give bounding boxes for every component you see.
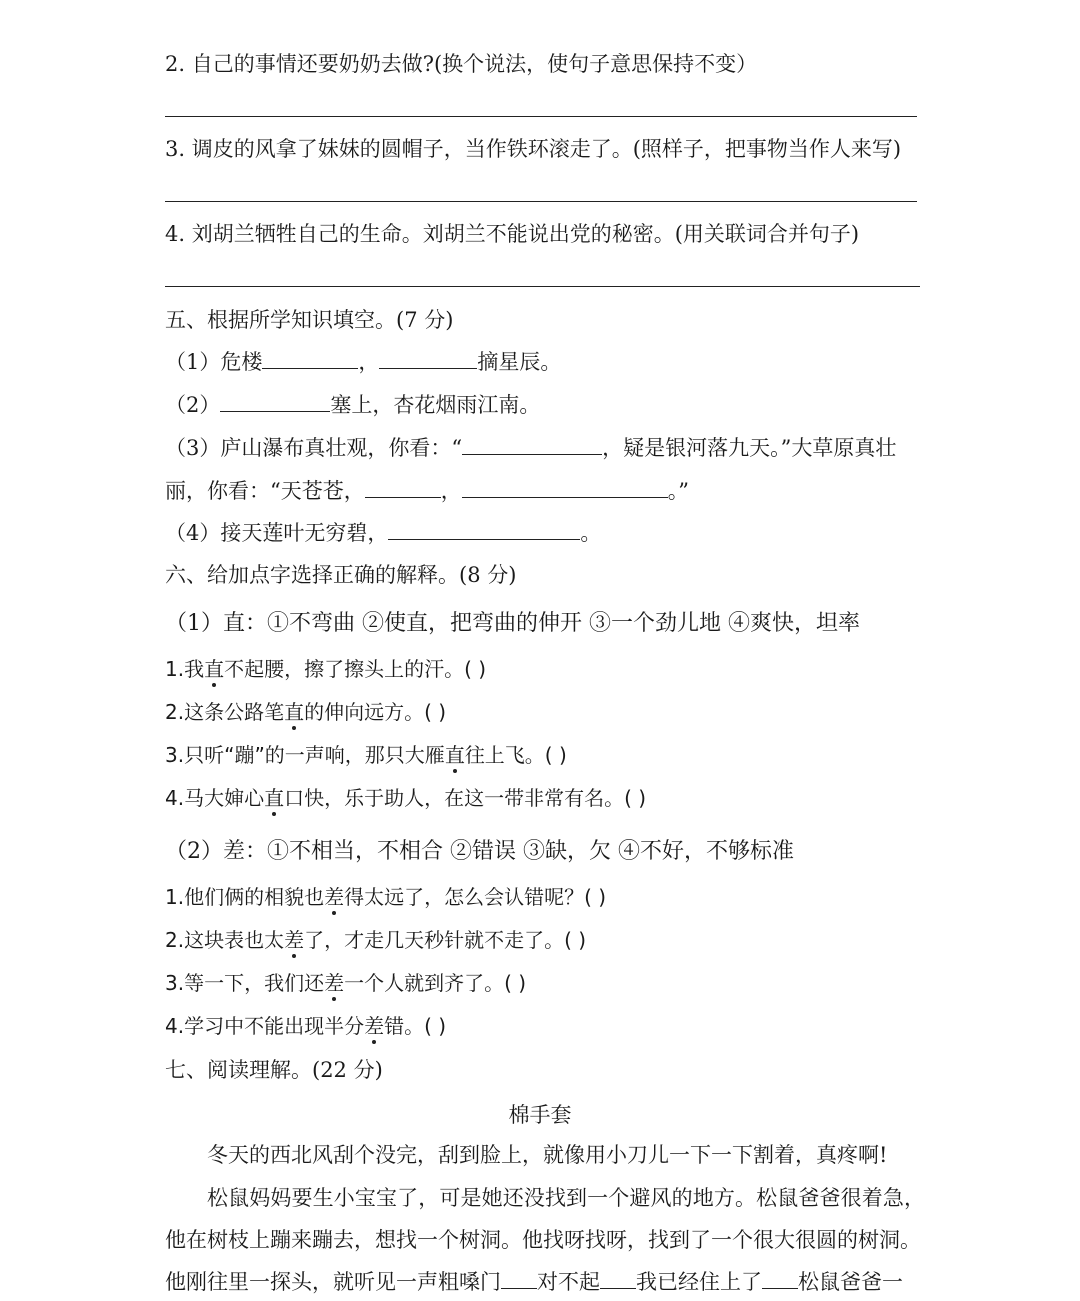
fill-item-2-text-a: （2） <box>165 393 221 417</box>
blank-1b[interactable] <box>379 348 477 369</box>
blank-quote-2[interactable] <box>600 1268 636 1289</box>
fill-item-2-text-b: 塞上，杏花烟雨江南。 <box>330 393 541 417</box>
dotted-char: 直 <box>444 743 465 767</box>
story-paragraph-3 <box>165 1268 903 1296</box>
sentence-cha-3-post: 一个人就到齐了。( ) <box>344 971 527 995</box>
story-paragraph-3-d: 松鼠爸爸一 <box>798 1270 903 1294</box>
blank-quote-1[interactable] <box>501 1268 537 1289</box>
blank-3a[interactable] <box>462 434 602 455</box>
dotted-char: 直 <box>204 657 225 681</box>
sentence-zhi-2-post: 的伸向远方。( ) <box>304 700 447 724</box>
section-7-heading: 七、阅读理解。(22 分) <box>165 1058 383 1082</box>
sentence-cha-3 <box>165 969 526 997</box>
fill-item-4-text-a: （4）接天莲叶无穷碧， <box>165 521 389 545</box>
fill-item-3 <box>165 434 896 462</box>
blank-quote-3[interactable] <box>762 1268 798 1289</box>
dotted-char: 差 <box>284 928 305 952</box>
fill-item-1-text-a: （1）危楼 <box>165 350 263 374</box>
answer-line-4[interactable] <box>165 286 920 287</box>
sentence-zhi-3-post: 往上飞。( ) <box>464 743 567 767</box>
sentence-cha-1-post: 得太远了，怎么会认错呢？( ) <box>344 885 607 909</box>
fill-item-3-text-c: 丽，你看：“天苍苍， <box>165 479 365 503</box>
sentence-zhi-1-post: 不起腰，擦了擦头上的汗。( ) <box>224 657 487 681</box>
blank-3c[interactable] <box>462 477 668 498</box>
sentence-cha-2 <box>165 926 586 954</box>
sentence-cha-4-post: 错。( ) <box>384 1014 447 1038</box>
story-paragraph-2: 松鼠妈妈要生小宝宝了，可是她还没找到一个避风的地方。松鼠爸爸很着急，他在树枝上蹦来蹦去，想找一个树洞。他找呀找呀，找到了一个很大很圆的树洞。 <box>165 1186 925 1252</box>
dotted-char: 直 <box>264 786 285 810</box>
fill-item-4-text-b: 。 <box>580 521 602 545</box>
story-paragraph-1: 冬天的西北风刮个没完，刮到脸上，就像用小刀儿一下一下割着，真疼啊! <box>207 1143 888 1167</box>
fill-item-1-text-b: ， <box>358 350 380 374</box>
dotted-char: 差 <box>324 971 345 995</box>
answer-line-3[interactable] <box>165 201 917 202</box>
sentence-zhi-2 <box>165 698 446 726</box>
definition-cha: （2）差：①不相当，不相合 ②错误 ③缺，欠 ④不好，不够标准 <box>165 839 794 864</box>
fill-item-2 <box>165 391 540 419</box>
fill-item-3-text-b: ，疑是银河落九天。”大草原真壮 <box>602 436 897 460</box>
sentence-zhi-4-post: 口快，乐于助人，在这一带非常有名。( ) <box>284 786 647 810</box>
blank-1a[interactable] <box>262 348 358 369</box>
dotted-char: 差 <box>364 1014 385 1038</box>
story-paragraph-3-c: 我已经住上了 <box>636 1270 762 1294</box>
sentence-cha-3-pre: 3.等一下，我们还 <box>165 971 325 995</box>
sentence-zhi-4 <box>165 784 646 812</box>
fill-item-4 <box>165 519 601 547</box>
question-2: 2. 自己的事情还要奶奶去做?(换个说法，使句子意思保持不变） <box>165 52 758 76</box>
sentence-zhi-3 <box>165 741 567 769</box>
blank-4a[interactable] <box>388 519 580 540</box>
sentence-cha-1-pre: 1.他们俩的相貌也 <box>165 885 325 909</box>
section-5-heading: 五、根据所学知识填空。(7 分) <box>165 308 454 332</box>
story-paragraph-3-b: 对不起 <box>537 1270 600 1294</box>
sentence-cha-4-pre: 4.学习中不能出现半分 <box>165 1014 365 1038</box>
sentence-cha-4 <box>165 1012 446 1040</box>
fill-item-3-text-e: 。” <box>667 479 689 503</box>
fill-item-3-text-a: （3）庐山瀑布真壮观，你看：“ <box>165 436 463 460</box>
fill-item-1-text-c: 摘星辰。 <box>477 350 562 374</box>
sentence-cha-1 <box>165 883 606 911</box>
answer-line-2[interactable] <box>165 116 917 117</box>
fill-item-1 <box>165 348 561 376</box>
sentence-zhi-4-pre: 4.马大婶心 <box>165 786 265 810</box>
story-paragraph-3-a: 他刚往里一探头，就听见一声粗嗓门 <box>165 1270 501 1294</box>
sentence-zhi-3-pre: 3.只听“蹦”的一声响，那只大雁 <box>165 743 445 767</box>
blank-2a[interactable] <box>220 391 330 412</box>
sentence-zhi-1-pre: 1.我 <box>165 657 205 681</box>
sentence-cha-2-pre: 2.这块表也太 <box>165 928 285 952</box>
sentence-cha-2-post: 了，才走几天秒针就不走了。( ) <box>304 928 587 952</box>
fill-item-3-text-d: ， <box>440 479 462 503</box>
sentence-zhi-1 <box>165 655 486 683</box>
question-4: 4. 刘胡兰牺牲自己的生命。刘胡兰不能说出党的秘密。(用关联词合并句子) <box>165 222 860 246</box>
dotted-char: 差 <box>324 885 345 909</box>
question-3: 3. 调皮的风拿了妹妹的圆帽子，当作铁环滚走了。(照样子，把事物当作人来写) <box>165 137 902 161</box>
sentence-zhi-2-pre: 2.这条公路笔 <box>165 700 285 724</box>
fill-item-3-cont <box>165 477 689 505</box>
definition-zhi: （1）直：①不弯曲 ②使直，把弯曲的伸开 ③一个劲儿地 ④爽快，坦率 <box>165 611 860 636</box>
section-6-heading: 六、给加点字选择正确的解释。(8 分) <box>165 563 517 587</box>
story-title: 棉手套 <box>508 1103 572 1127</box>
dotted-char: 直 <box>284 700 305 724</box>
blank-3b[interactable] <box>365 477 441 498</box>
